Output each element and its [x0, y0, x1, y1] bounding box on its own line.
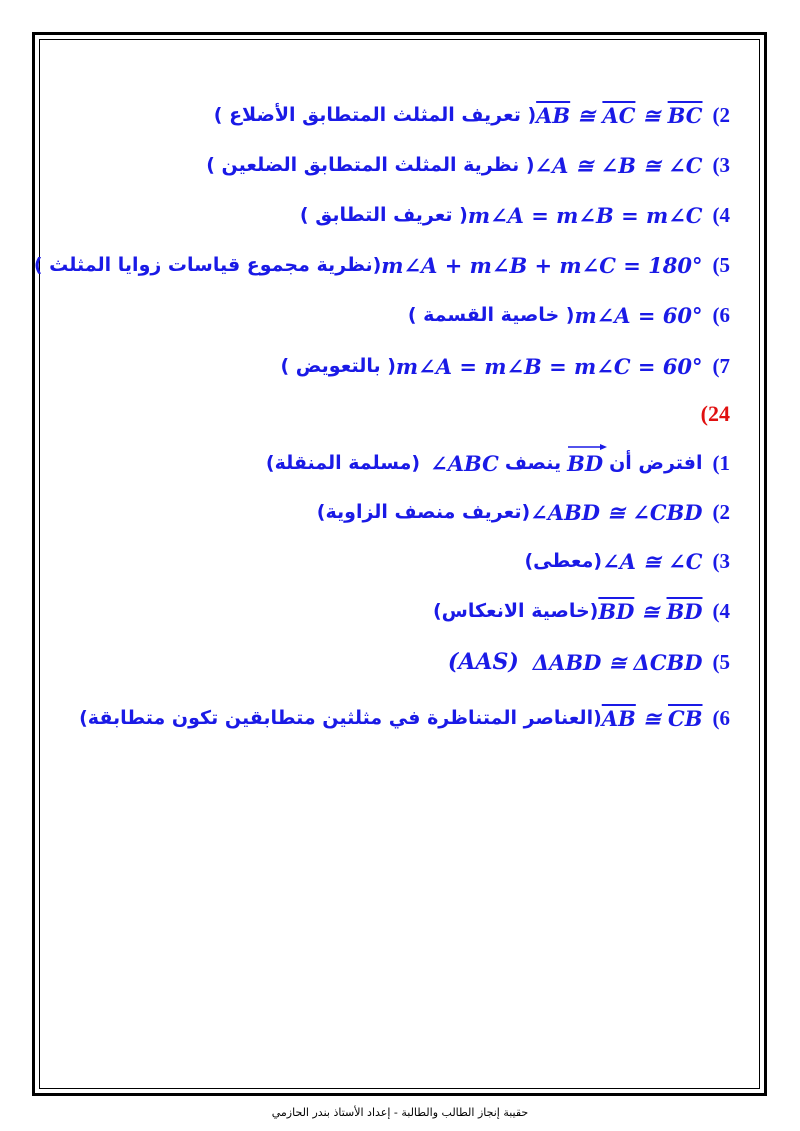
step-number: 4): [712, 598, 730, 623]
reason: ( تعريف المثلث المتطابق الأضلاع ): [213, 104, 537, 126]
step-number: 6): [712, 302, 730, 327]
statement: ∠A ≅ ∠B ≅ ∠C: [534, 152, 703, 178]
step-number: 2): [712, 499, 730, 524]
proof-line: [60, 543, 730, 579]
statement: m∠A = m∠B = m∠C = 60°: [395, 353, 703, 379]
reason: ( بالتعويض ): [280, 355, 396, 377]
statement: m∠A = m∠B = m∠C: [467, 202, 703, 228]
reason: ( نظرية المثلث المتطابق الضلعين ): [206, 154, 535, 176]
statement: $\overline{BD}$ ≅ $\overline{BD}$: [598, 598, 703, 624]
statement: ΔABD ≅ ΔCBD: [532, 649, 703, 675]
step-number: 1): [712, 450, 730, 475]
step-number: 2): [712, 102, 730, 127]
proof-line: [60, 297, 730, 333]
proof-line: [60, 197, 730, 233]
proof-line: [60, 445, 730, 481]
proof-line: [60, 147, 730, 183]
step-number: 5): [712, 649, 730, 674]
proof-line: [60, 593, 730, 629]
reason: ( خاصية القسمة ): [407, 304, 575, 326]
step-number: 4): [712, 202, 730, 227]
step-number: 5): [712, 252, 730, 277]
bisects-text: ينصف: [504, 452, 562, 474]
step-number: 7): [712, 353, 730, 378]
proof-line: [60, 348, 730, 384]
reason: (معطى): [524, 550, 603, 572]
statement: m∠A + m∠B + m∠C = 180°: [381, 252, 703, 278]
ray-arrow-icon: [567, 443, 607, 451]
proof-line: [33, 247, 730, 283]
reason: (العناصر المتناظرة في مثلثين متطابقين تكون متطابقة): [79, 707, 602, 729]
proof-line: [60, 644, 730, 680]
document-content: [33, 0, 730, 1131]
reason: ( تعريف التطابق ): [299, 204, 468, 226]
reason: (تعريف منصف الزاوية): [316, 501, 531, 523]
statement: ∠ABD ≅ ∠CBD: [530, 499, 703, 525]
proof-line: [60, 700, 730, 736]
step-number: 3): [712, 152, 730, 177]
exercise-label: (24: [700, 401, 730, 426]
proof-line: [60, 97, 730, 133]
reason: (AAS): [447, 649, 519, 675]
reason: (نظرية مجموع قياسات زوايا المثلث ): [33, 254, 382, 276]
statement: m∠A = 60°: [574, 302, 703, 328]
statement: ∠A ≅ ∠C: [602, 548, 703, 574]
reason: (خاصية الانعكاس): [432, 600, 599, 622]
step-number: 6): [712, 705, 730, 730]
angle-abc: ∠ABC: [430, 450, 499, 476]
ray-bd: BD: [567, 451, 603, 476]
proof-line: [60, 494, 730, 530]
step-number: 3): [712, 548, 730, 573]
assumption-text: افترض أن: [609, 452, 703, 474]
page-footer: حقيبة إنجاز الطالب والطالبة - إعداد الأستاذ بندر الحازمي: [271, 1106, 529, 1119]
statement: $\overline{AB}$ ≅ $\overline{CB}$: [601, 705, 703, 731]
statement: $\overline{AB}$ ≅ $\overline{AC}$ ≅ $\overline{BC}$: [536, 102, 703, 128]
exercise-number: [60, 396, 730, 432]
reason: (مسلمة المنقلة): [265, 452, 421, 474]
